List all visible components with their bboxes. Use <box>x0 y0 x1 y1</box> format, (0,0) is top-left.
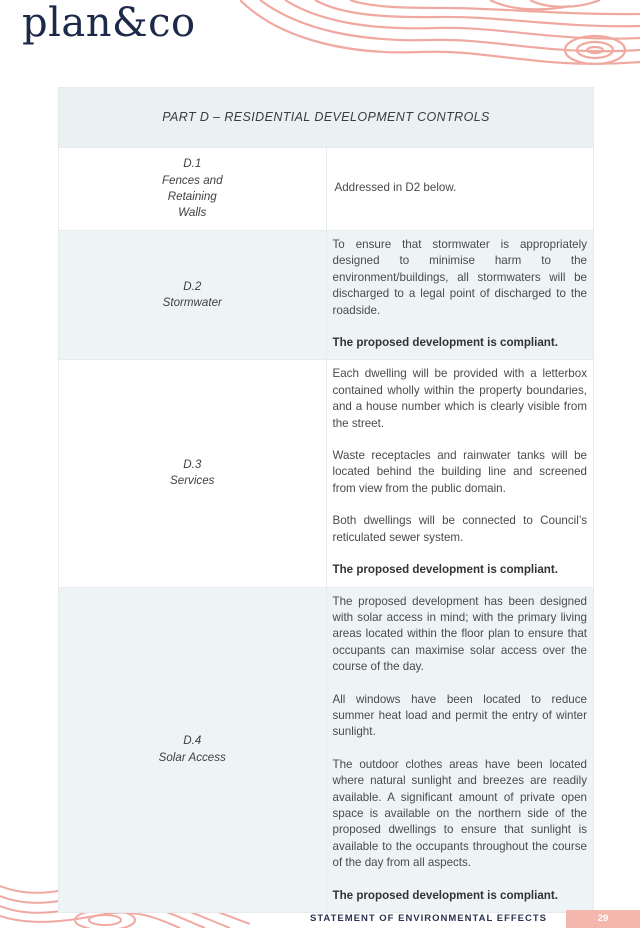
content-paragraph: Both dwellings will be connected to Council’s reticulated sewer system. <box>332 514 587 544</box>
table-row <box>59 231 594 360</box>
control-label <box>59 231 327 360</box>
content-paragraph: All windows have been located to reduce summer heat load and permit the entry of winter sunlight. <box>332 692 587 739</box>
content-paragraph: Addressed in D2 below. <box>334 180 457 194</box>
control-content <box>326 148 594 231</box>
control-label <box>59 360 327 587</box>
content-paragraph: Each dwelling will be provided with a letterbox contained wholly within the property boundaries, and a house number which is clearly visible from the street. <box>332 367 587 430</box>
page-number: 29 <box>566 910 640 928</box>
control-name: Services <box>170 474 215 488</box>
control-name: Fences and Retaining Walls <box>161 173 223 220</box>
control-code: D.4 <box>183 734 202 748</box>
compliance-statement: The proposed development is compliant. <box>332 888 558 902</box>
compliance-statement: The proposed development is compliant. <box>332 563 558 577</box>
residential-controls-table <box>58 87 594 913</box>
content-paragraph: Waste receptacles and rainwater tanks will be located behind the building line and screened from view from the public domain. <box>332 449 587 495</box>
content-paragraph: The proposed development has been designed with solar access in mind; with the primary living areas located within the floor plan to ensure that occupants can maximise solar access over the course of the day. <box>332 594 587 674</box>
control-label <box>59 587 327 913</box>
footer-document-title: STATEMENT OF ENVIRONMENTAL EFFECTS <box>310 913 548 924</box>
content-paragraph: To ensure that stormwater is appropriately designed to minimise harm to the environment/buildings, all stormwaters will be discharged to a legal point of discharged to the roadside. <box>332 238 587 317</box>
table-title: PART D – RESIDENTIAL DEVELOPMENT CONTROLS <box>59 88 594 148</box>
compliance-statement: The proposed development is compliant. <box>332 336 558 350</box>
table-row <box>59 148 594 231</box>
table-row <box>59 360 594 587</box>
control-content <box>326 231 594 360</box>
content-paragraph: The outdoor clothes areas have been located where natural sunlight and breezes are readily available. A significant amount of private open space is available on the northern side of the proposed dwellings to ensure that sunlight is available to the occupants throughout the course of the day from all aspects. <box>332 757 587 870</box>
control-name: Stormwater <box>162 296 222 310</box>
table-row <box>59 587 594 913</box>
control-code: D.1 <box>183 157 202 171</box>
topographic-decoration-top <box>240 0 640 80</box>
control-name: Solar Access <box>158 750 226 764</box>
control-code: D.3 <box>183 458 202 472</box>
control-label <box>59 148 327 231</box>
control-content <box>326 587 594 913</box>
control-code: D.2 <box>183 279 202 293</box>
control-content <box>326 360 594 587</box>
company-logo: plan&co <box>22 0 196 46</box>
